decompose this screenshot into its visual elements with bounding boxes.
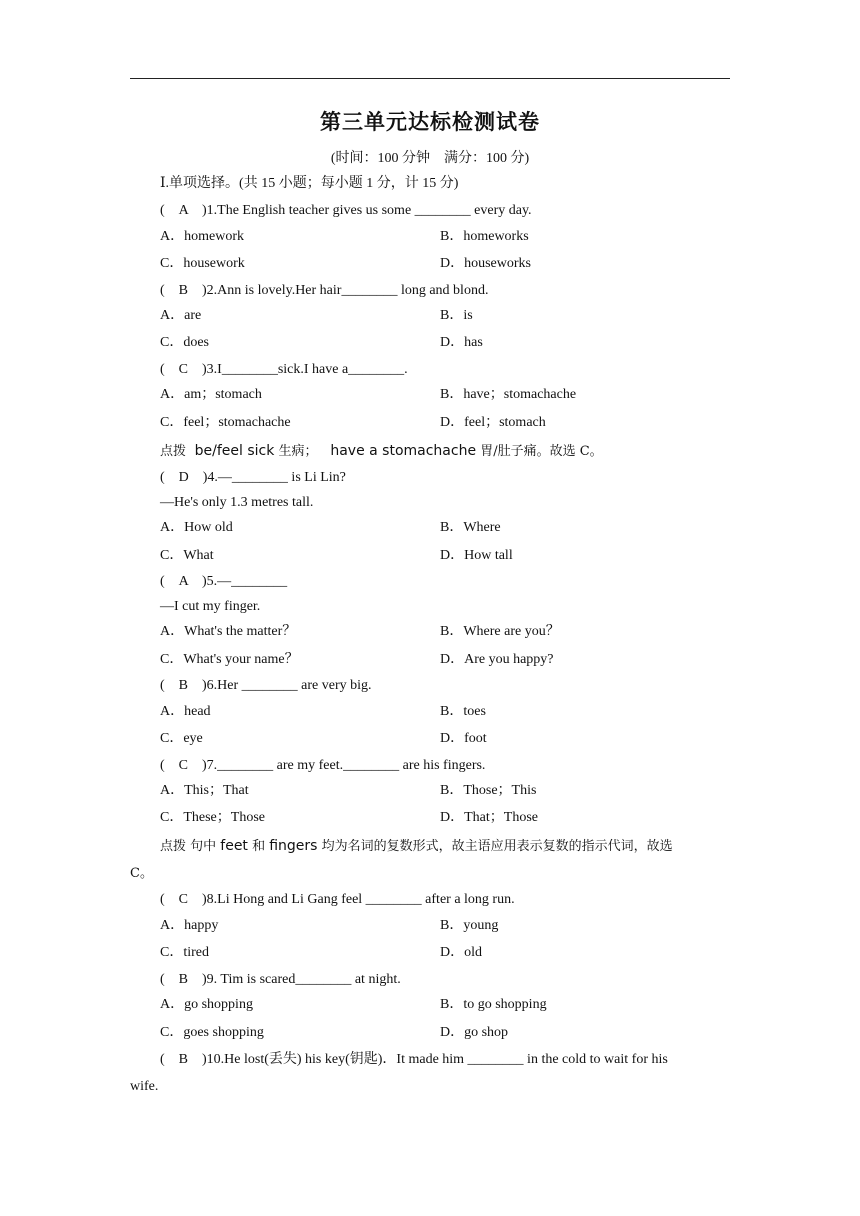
page-title: 第三单元达标检测试卷: [320, 110, 540, 134]
header-rule: [130, 78, 730, 79]
question-10-stem: ( B )10.He lost(丢失) his key(钥匙)．It made him ________ in the cold to wait for his: [160, 1052, 668, 1067]
q8-option-b: B．young: [440, 918, 499, 933]
question-4-stem: ( D )4.—________ is Li Lin?: [160, 470, 346, 485]
q9-option-d: D．go shop: [440, 1025, 509, 1040]
question-10-continued: wife.: [130, 1079, 159, 1094]
q2-option-b: B．is: [440, 308, 473, 323]
q8-option-d: D．old: [440, 945, 482, 960]
q6-option-d: D．foot: [440, 731, 487, 746]
q1-option-b: B．homeworks: [440, 229, 529, 244]
section-heading: Ⅰ.单项选择。(共 15 小题；每小题 1 分，计 15 分): [160, 176, 459, 191]
question-7-stem: ( C )7.________ are my feet.________ are his fingers.: [160, 758, 486, 773]
hint-q7-continued: [130, 864, 153, 883]
q5-option-d: D．Are you happy?: [440, 652, 554, 667]
q6-option-c: C．eye: [160, 731, 203, 746]
hint-text: fingers: [269, 838, 318, 854]
q7-option-a: A．This；That: [160, 783, 249, 798]
hint-text: be/feel sick: [194, 443, 275, 459]
question-8-stem: ( C )8.Li Hong and Li Gang feel ________ after a long run.: [160, 892, 515, 907]
q3-option-c: C．feel；stomachache: [160, 415, 291, 430]
q2-option-d: D．has: [440, 335, 483, 350]
hint-text: 均为名词的复数形式，故主语应用表示复数的指示代词，故选: [317, 839, 673, 854]
q9-option-b: B．to go shopping: [440, 997, 547, 1012]
q4-option-a: A．How old: [160, 520, 233, 535]
question-3-stem: ( C )3.I________sick.I have a________.: [160, 362, 408, 377]
q8-option-a: A．happy: [160, 918, 219, 933]
q4-option-d: D．How tall: [440, 548, 513, 563]
q5-option-a: A．What's the matter？: [160, 624, 297, 639]
q3-option-a: A．am；stomach: [160, 387, 262, 402]
hint-tag: 点拨: [160, 444, 187, 459]
q1-option-c: C．housework: [160, 256, 245, 271]
hint-text: 胃/肚子痛。故选 C。: [476, 444, 603, 459]
question-6-stem: ( B )6.Her ________ are very big.: [160, 678, 372, 693]
question-2-stem: ( B )2.Ann is lovely.Her hair________ long and blond.: [160, 283, 489, 298]
q7-option-b: B．Those；This: [440, 783, 537, 798]
q5-option-c: C．What's your name？: [160, 652, 299, 667]
hint-text: 生病；: [274, 444, 318, 459]
q7-option-d: D．That；Those: [440, 810, 538, 825]
hint-text: 句中: [186, 839, 221, 854]
q3-option-b: B．have；stomachache: [440, 387, 577, 402]
q9-option-a: A．go shopping: [160, 997, 253, 1012]
question-1-stem: ( A )1.The English teacher gives us some ________ every day.: [160, 203, 532, 218]
q2-option-a: A．are: [160, 308, 202, 323]
q3-option-d: D．feel；stomach: [440, 415, 546, 430]
page-subtitle: (时间：100 分钟 满分：100 分): [330, 151, 530, 166]
hint-q3: [160, 442, 603, 461]
q6-option-b: B．toes: [440, 704, 486, 719]
q2-option-c: C．does: [160, 335, 209, 350]
hint-text: feet: [220, 838, 248, 854]
hint-tag: 点拨: [160, 839, 187, 854]
question-5-stem: ( A )5.—________: [160, 574, 288, 589]
hint-text: C。: [130, 866, 153, 881]
hint-text: 和: [247, 839, 270, 854]
question-9-stem: ( B )9. Tim is scared________ at night.: [160, 972, 401, 987]
q9-option-c: C．goes shopping: [160, 1025, 264, 1040]
q1-option-d: D．houseworks: [440, 256, 531, 271]
q7-option-c: C．These；Those: [160, 810, 265, 825]
hint-q7: [160, 837, 673, 856]
q4-option-b: B．Where: [440, 520, 501, 535]
q6-option-a: A．head: [160, 704, 211, 719]
q1-option-a: A．homework: [160, 229, 244, 244]
hint-text: have a stomachache: [330, 443, 477, 459]
q8-option-c: C．tired: [160, 945, 209, 960]
question-5-reply: —I cut my finger.: [160, 599, 261, 614]
q5-option-b: B．Where are you？: [440, 624, 560, 639]
q4-option-c: C．What: [160, 548, 214, 563]
question-4-reply: —He's only 1.3 metres tall.: [160, 495, 314, 510]
